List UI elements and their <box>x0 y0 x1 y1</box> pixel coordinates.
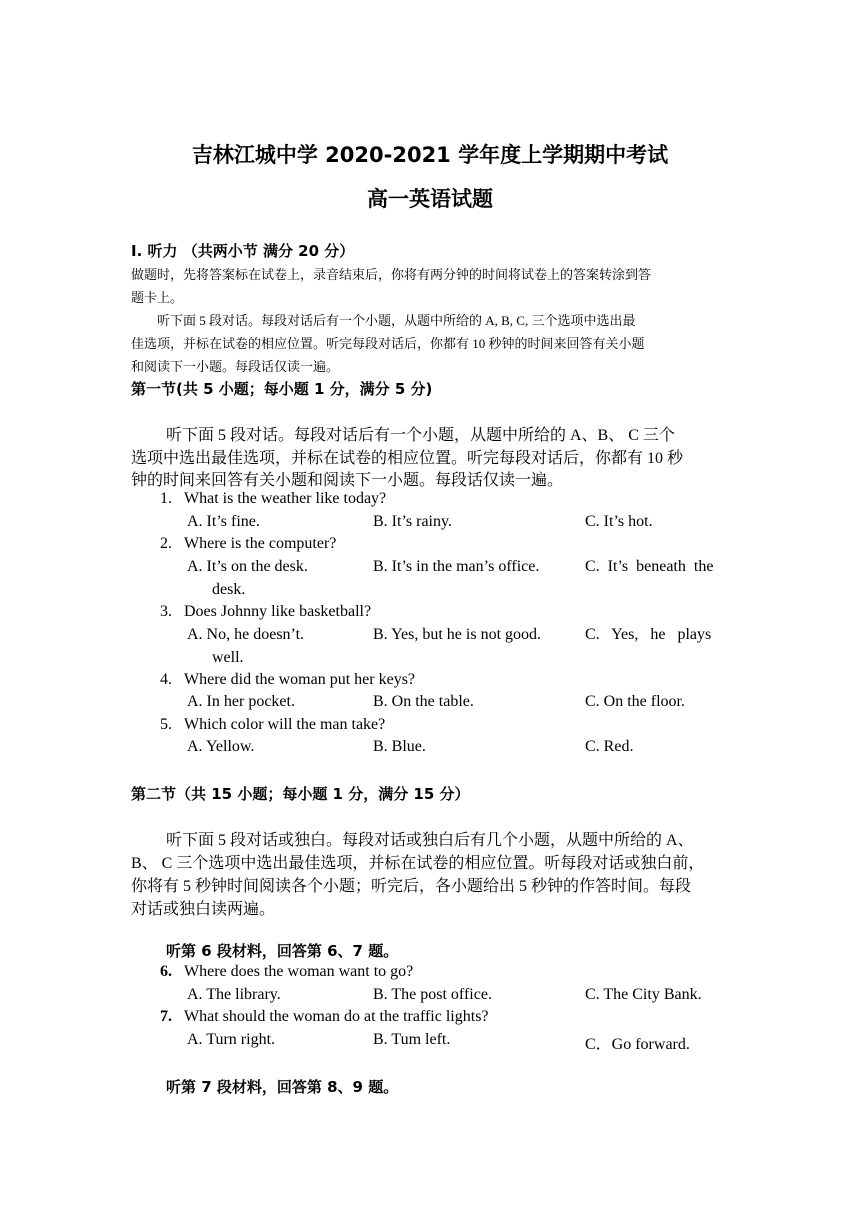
section2-directions-line2: B、 C 三个选项中选出最佳选项，并标在试卷的相应位置。听每段对话或独白前， <box>131 855 705 872</box>
question-text: Does Johnny like basketball? <box>184 603 372 620</box>
part1-instruction-line1: 做题时，先将答案标在试卷上，录音结束后，你将有两分钟的时间将试卷上的答案转涂到答 <box>131 267 652 282</box>
question-1 <box>160 490 386 508</box>
q7-option-c: C．Go forward. <box>585 1036 690 1053</box>
q3-option-c-continued: well. <box>212 649 244 666</box>
material-6-heading: 听第 6 段材料，回答第 6、7 题。 <box>166 942 399 960</box>
part1-instruction-line2: 题卡上。 <box>131 290 184 305</box>
q3-option-a: A. No, he doesn’t. <box>187 626 305 643</box>
section1-heading: 第一节(共 5 小题；每小题 1 分，满分 5 分) <box>131 380 433 398</box>
section1-directions-line1: 听下面 5 段对话。每段对话后有一个小题，从题中所给的 A、B、 C 三个 <box>166 427 675 444</box>
exam-subtitle: 高一英语试题 <box>367 187 493 211</box>
question-number: 2. <box>160 535 172 552</box>
q6-option-b: B. The post office. <box>373 986 492 1003</box>
exam-title: 吉林江城中学 2020-2021 学年度上学期期中考试 <box>191 143 669 167</box>
section2-directions-line3: 你将有 5 秒钟时间阅读各个小题；听完后，各小题给出 5 秒钟的作答时间。每段 <box>131 878 692 895</box>
q6-option-c: C. The City Bank. <box>585 986 702 1003</box>
q2-option-c-continued: desk. <box>212 581 246 598</box>
question-5 <box>160 716 385 734</box>
q7-option-a: A. Turn right. <box>187 1031 276 1048</box>
question-text: Where is the computer? <box>184 535 337 552</box>
question-number: 4. <box>160 671 172 688</box>
question-text: What is the weather like today? <box>184 490 387 507</box>
q1-option-c: C. It’s hot. <box>585 513 653 530</box>
question-4 <box>160 671 415 689</box>
question-text: Where does the woman want to go? <box>184 963 414 980</box>
q5-option-c: C. Red. <box>585 738 634 755</box>
q4-option-b: B. On the table. <box>373 693 474 710</box>
question-number: 6. <box>160 963 172 980</box>
question-7 <box>160 1008 489 1026</box>
part1-para-line2: 佳选项，并标在试卷的相应位置。听完每段对话后，你都有 10 秒钟的时间来回答有关小题 <box>131 336 645 351</box>
section2-directions-line1: 听下面 5 段对话或独白。每段对话或独白后有几个小题，从题中所给的 A、 <box>166 832 694 849</box>
part1-para-line3: 和阅读下一小题。每段话仅读一遍。 <box>131 359 340 374</box>
question-text: Where did the woman put her keys? <box>184 671 416 688</box>
section1-directions-line2: 选项中选出最佳选项，并标在试卷的相应位置。听完每段对话后，你都有 10 秒 <box>131 450 684 467</box>
q2-option-c: C. It’s beneath the <box>585 558 714 575</box>
section2-directions-line4: 对话或独白读两遍。 <box>131 901 276 918</box>
part1-heading: I. 听力 （共两小节 满分 20 分） <box>131 242 355 260</box>
part1-para-line1: 听下面 5 段对话。每段对话后有一个小题，从题中所给的 A, B, C, 三个选项中选出最 <box>157 313 636 328</box>
q6-option-a: A. The library. <box>187 986 281 1003</box>
q1-option-b: B. It’s rainy. <box>373 513 452 530</box>
question-6 <box>160 963 413 981</box>
question-number: 1. <box>160 490 172 507</box>
q2-option-a: A. It’s on the desk. <box>187 558 308 575</box>
q3-option-c: C. Yes, he plays <box>585 626 712 643</box>
question-text: What should the woman do at the traffic lights? <box>184 1008 489 1025</box>
q4-option-a: A. In her pocket. <box>187 693 295 710</box>
section1-directions-line3: 钟的时间来回答有关小题和阅读下一小题。每段话仅读一遍。 <box>131 472 564 489</box>
question-2 <box>160 535 336 553</box>
q7-option-b: B. Tum left. <box>373 1031 451 1048</box>
q5-option-b: B. Blue. <box>373 738 426 755</box>
q1-option-a: A. It’s fine. <box>187 513 260 530</box>
q3-option-b: B. Yes, but he is not good. <box>373 626 542 643</box>
question-number: 5. <box>160 716 172 733</box>
question-3 <box>160 603 371 621</box>
question-text: Which color will the man take? <box>184 716 386 733</box>
material-7-heading: 听第 7 段材料，回答第 8、9 题。 <box>166 1078 399 1096</box>
q2-option-b: B. It’s in the man’s office. <box>373 558 540 575</box>
q4-option-c: C. On the floor. <box>585 693 685 710</box>
question-number: 7. <box>160 1008 172 1025</box>
section2-heading: 第二节（共 15 小题；每小题 1 分，满分 15 分） <box>131 785 470 803</box>
question-number: 3. <box>160 603 172 620</box>
q5-option-a: A. Yellow. <box>187 738 255 755</box>
